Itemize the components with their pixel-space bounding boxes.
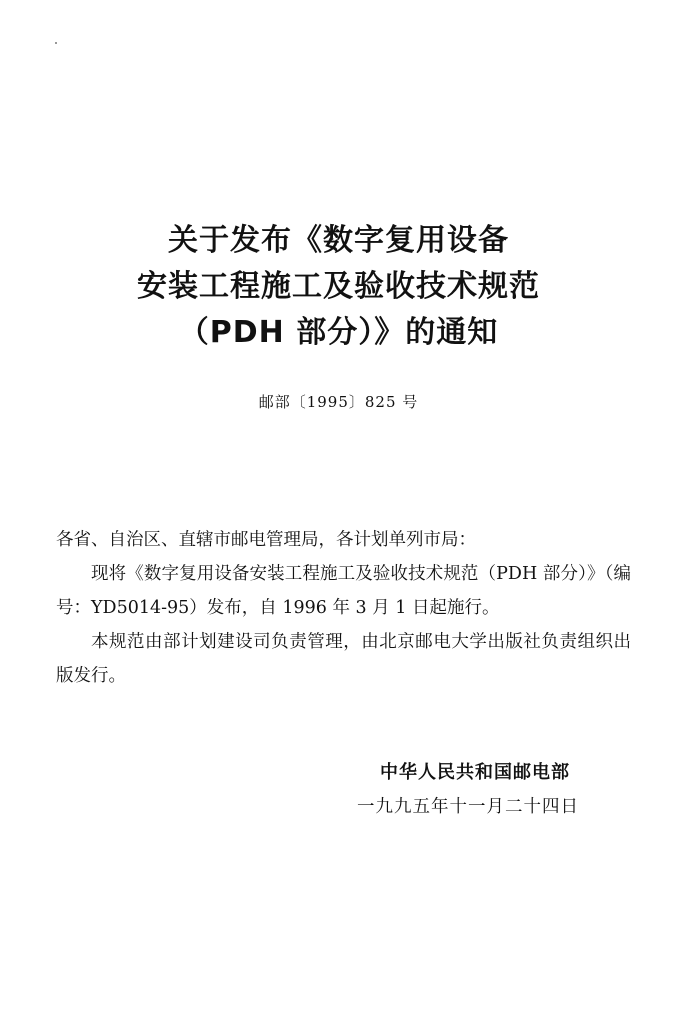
signature-date: 一九九五年十一月二十四日 [357,797,579,817]
paragraph-publication: 现将《数字复用设备安装工程施工及验收技术规范（PDH 部分）》（编号：YD5014-95）发布，自 1996 年 3 月 1 日起施行。 [56,564,631,618]
paragraph-management: 本规范由部计划建设司负责管理，由北京邮电大学出版社负责组织出版发行。 [56,632,631,686]
notice-body [56,523,631,693]
document-number: 邮部〔1995〕825 号 [258,393,419,411]
title-line-1: 关于发布《数字复用设备 [168,223,509,258]
title-line-3: （PDH 部分）》的通知 [178,315,499,350]
scan-speck [55,42,57,44]
title-line-2: 安装工程施工及验收技术规范 [137,269,540,304]
notice-title [0,218,677,356]
signature-organization: 中华人民共和国邮电部 [380,762,570,783]
salutation: 各省、自治区、直辖市邮电管理局，各计划单列市局： [56,530,476,550]
